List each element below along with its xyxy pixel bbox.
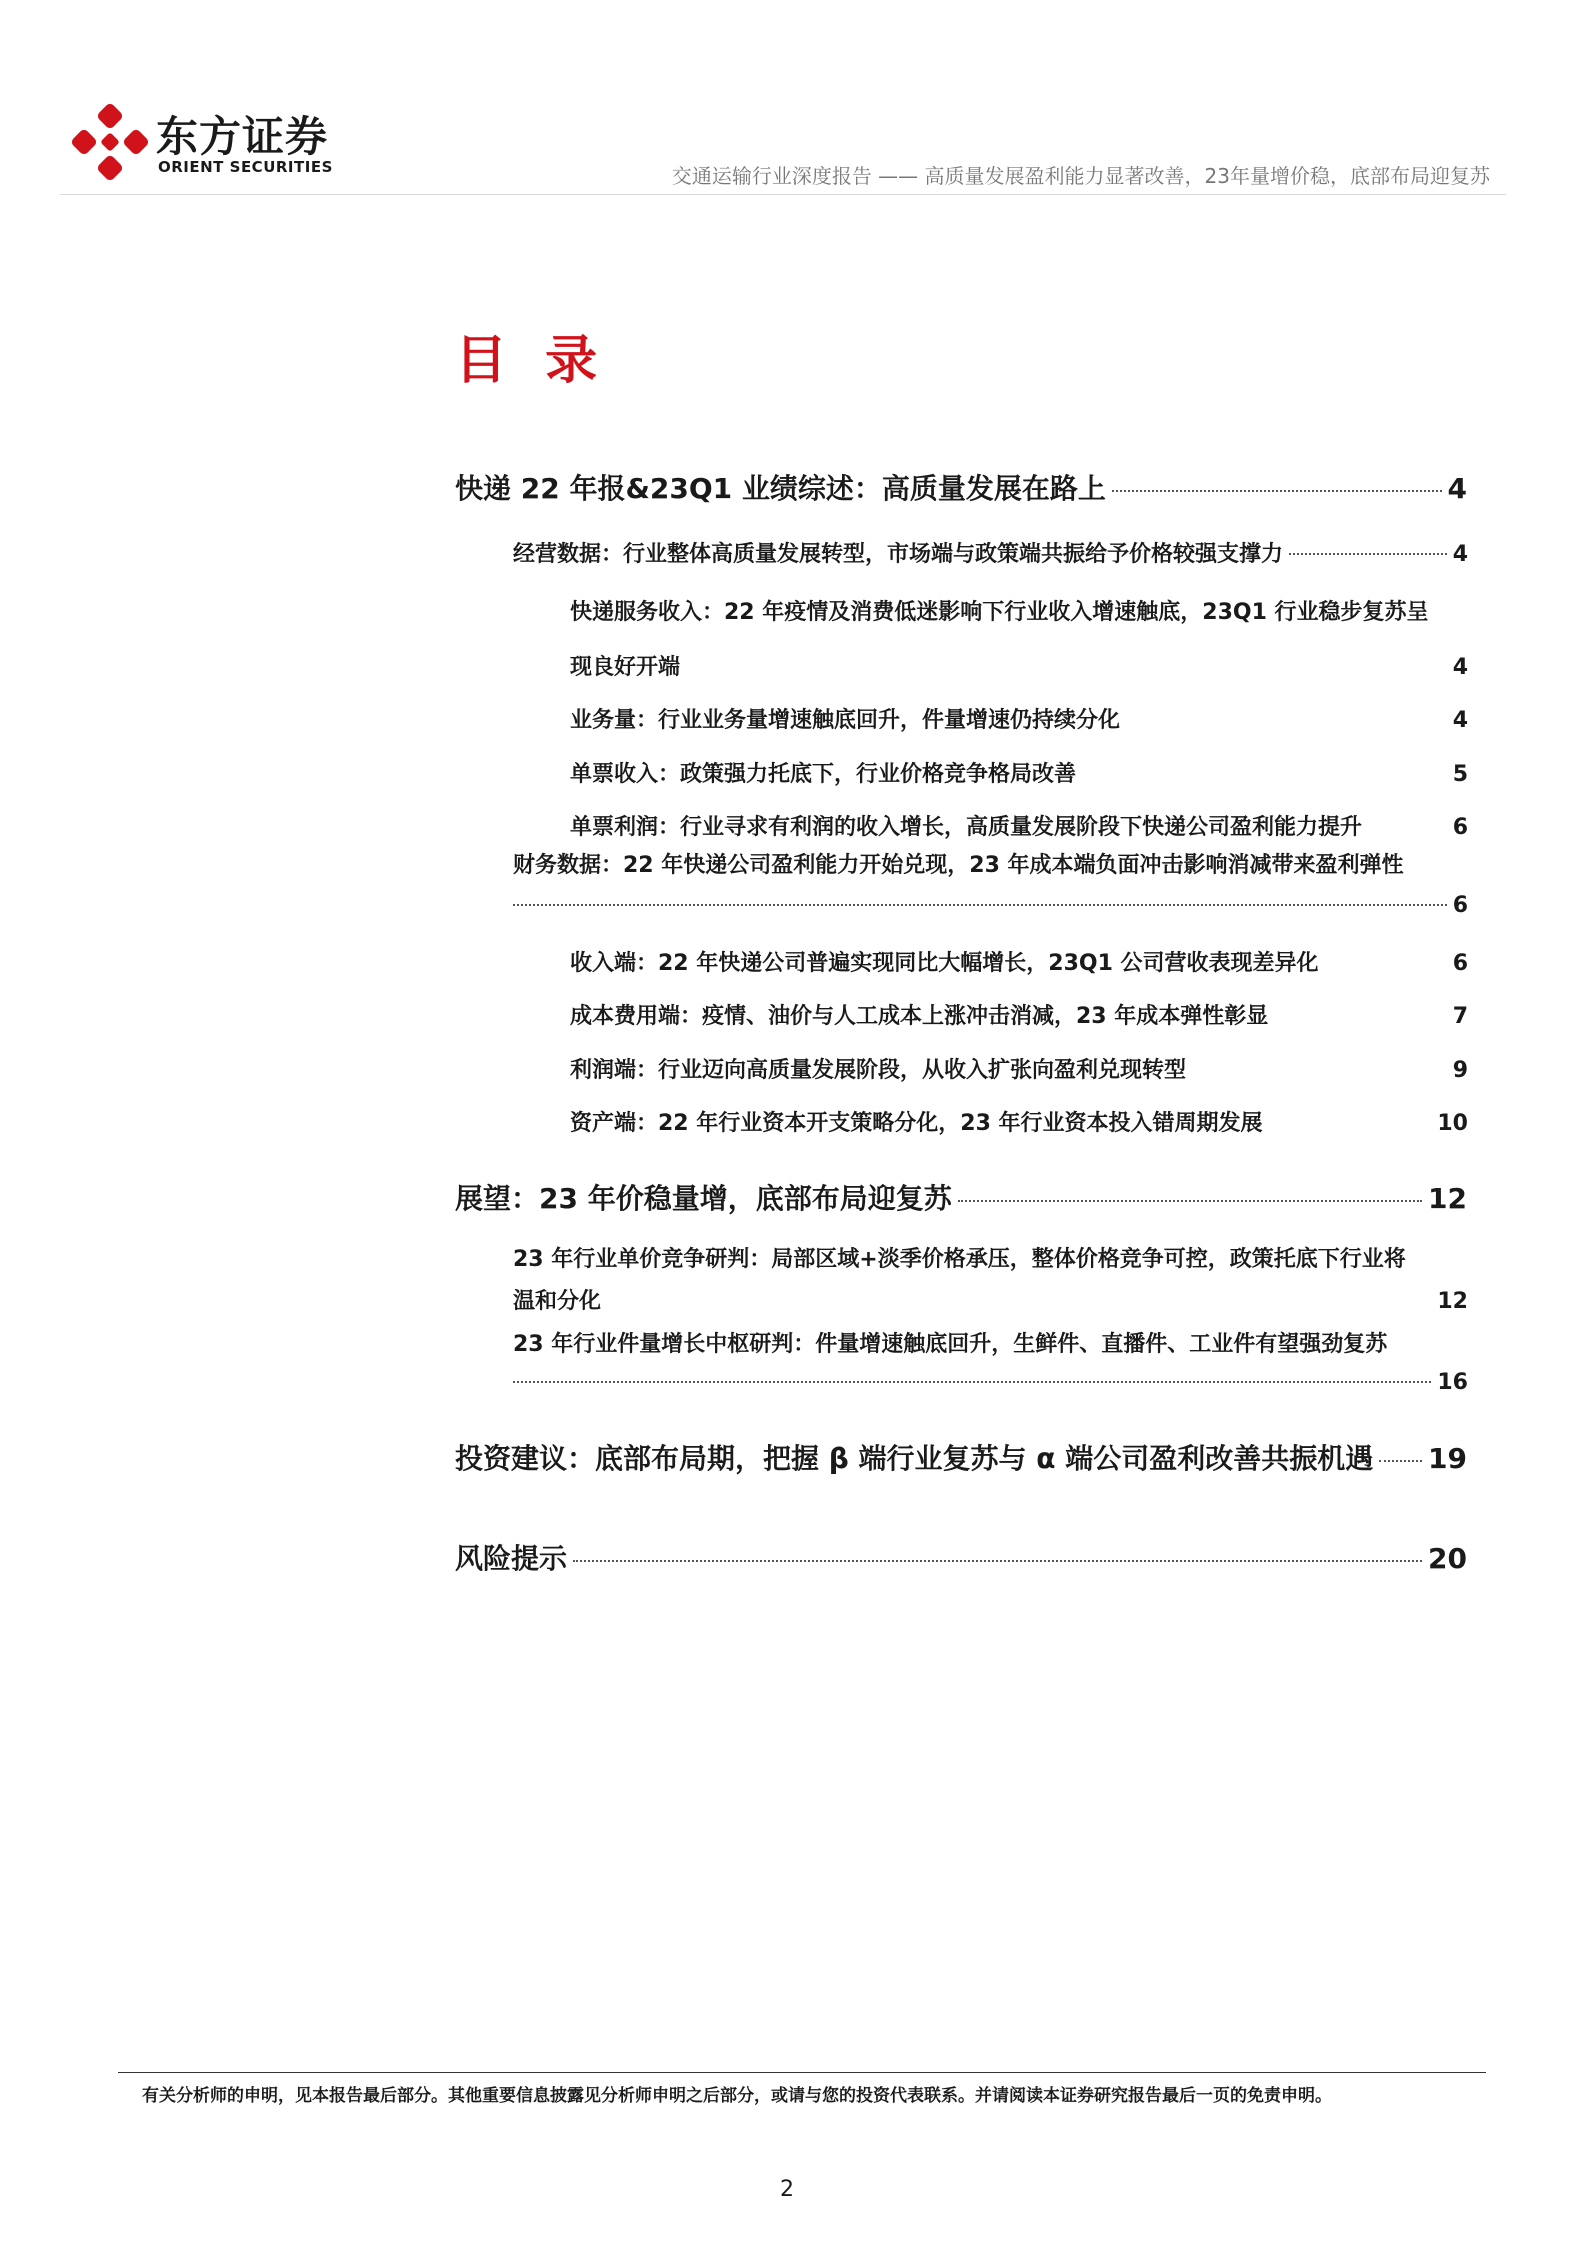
toc-entry-text[interactable]: 23 年行业单价竞争研判：局部区域+淡季价格承压，整体价格竞争可控，政策托底下行业将 bbox=[513, 1247, 1406, 1272]
toc-leader bbox=[513, 904, 1447, 906]
footer-disclaimer: 有关分析师的申明，见本报告最后部分。其他重要信息披露见分析师申明之后部分，或请与您的投资代表联系。并请阅读本证券研究报告最后一页的免责申明。 bbox=[142, 2086, 1332, 2106]
brand-name-cn: 东方证券 bbox=[156, 112, 329, 161]
toc-entry-text-cont: 现良好开端 bbox=[570, 655, 681, 680]
toc-entry[interactable] bbox=[455, 1177, 1467, 1217]
toc-entry-page: 4 bbox=[1452, 542, 1468, 567]
toc-leader bbox=[513, 1381, 1431, 1383]
toc-leader bbox=[573, 1560, 1422, 1562]
toc-entry-text: 业务量：行业业务量增速触底回升，件量增速仍持续分化 bbox=[570, 708, 1121, 733]
toc-leader bbox=[1289, 553, 1447, 555]
toc-entry[interactable] bbox=[513, 1284, 1468, 1315]
toc-entry-text[interactable]: 财务数据：22 年快递公司盈利能力开始兑现，23 年成本端负面冲击影响消减带来盈利弹性 bbox=[513, 853, 1404, 878]
toc-entry-page: 16 bbox=[1437, 1370, 1468, 1395]
toc-entry[interactable] bbox=[513, 1370, 1468, 1395]
toc-entry-text: 成本费用端：疫情、油价与人工成本上涨冲击消减，23 年成本弹性彰显 bbox=[570, 1004, 1269, 1029]
toc-leader bbox=[1379, 1460, 1422, 1462]
toc-entry-page: 12 bbox=[1428, 1182, 1467, 1215]
toc-entry-text: 经营数据：行业整体高质量发展转型，市场端与政策端共振给予价格较强支撑力 bbox=[513, 542, 1284, 567]
toc-entry[interactable] bbox=[570, 650, 1468, 681]
toc-entry[interactable] bbox=[570, 1106, 1468, 1137]
footer-divider bbox=[118, 2072, 1486, 2073]
toc-heading: 目 录 bbox=[455, 331, 608, 391]
page-number: 2 bbox=[780, 2177, 794, 2202]
toc-entry-page: 20 bbox=[1428, 1542, 1467, 1575]
toc-leader bbox=[1112, 490, 1442, 492]
toc-entry[interactable] bbox=[513, 537, 1468, 568]
toc-leader bbox=[958, 1200, 1422, 1202]
toc-entry-text: 利润端：行业迈向高质量发展阶段，从收入扩张向盈利兑现转型 bbox=[570, 1058, 1187, 1083]
toc-entry-text-cont: 温和分化 bbox=[513, 1289, 602, 1314]
toc-entry-text[interactable]: 23 年行业件量增长中枢研判：件量增速触底回升，生鲜件、直播件、工业件有望强劲复苏 bbox=[513, 1332, 1388, 1357]
toc-entry-page: 4 bbox=[1452, 655, 1468, 680]
toc-entry[interactable] bbox=[513, 893, 1468, 918]
toc-entry-page: 6 bbox=[1452, 951, 1468, 976]
brand-name-en: ORIENT SECURITIES bbox=[158, 158, 333, 176]
toc-entry-text: 资产端：22 年行业资本开支策略分化，23 年行业资本投入错周期发展 bbox=[570, 1111, 1263, 1136]
header-divider bbox=[60, 194, 1506, 195]
toc-entry[interactable] bbox=[570, 757, 1468, 788]
toc-entry-text: 单票利润：行业寻求有利润的收入增长，高质量发展阶段下快递公司盈利能力提升 bbox=[570, 815, 1363, 840]
toc-entry-page: 5 bbox=[1452, 762, 1468, 787]
toc-entry[interactable] bbox=[570, 999, 1468, 1030]
toc-entry-text: 收入端：22 年快递公司普遍实现同比大幅增长，23Q1 公司营收表现差异化 bbox=[570, 951, 1319, 976]
toc-entry-text[interactable]: 快递服务收入：22 年疫情及消费低迷影响下行业收入增速触底，23Q1 行业稳步复苏呈 bbox=[570, 600, 1429, 625]
toc-entry-page: 4 bbox=[1447, 472, 1467, 505]
toc-entry[interactable] bbox=[570, 1053, 1468, 1084]
toc-entry[interactable] bbox=[570, 810, 1468, 841]
toc-entry-text: 快递 22 年报&23Q1 业绩综述：高质量发展在路上 bbox=[455, 472, 1106, 505]
toc-entry-page: 4 bbox=[1452, 708, 1468, 733]
orient-securities-logo-icon bbox=[70, 104, 150, 184]
toc-entry-text: 单票收入：政策强力托底下，行业价格竞争格局改善 bbox=[570, 762, 1077, 787]
toc-entry-page: 6 bbox=[1452, 893, 1468, 918]
toc-entry[interactable] bbox=[570, 946, 1468, 977]
toc-entry-text: 风险提示 bbox=[455, 1542, 568, 1575]
report-title: 交通运输行业深度报告 —— 高质量发展盈利能力显著改善，23年量增价稳，底部布局迎复苏 bbox=[671, 164, 1490, 188]
toc-entry-page: 12 bbox=[1437, 1289, 1468, 1314]
toc-entry-text: 投资建议：底部布局期，把握 β 端行业复苏与 α 端公司盈利改善共振机遇 bbox=[455, 1442, 1374, 1475]
toc-entry-page: 6 bbox=[1452, 815, 1468, 840]
toc-entry-page: 9 bbox=[1452, 1058, 1468, 1083]
toc-entry-page: 7 bbox=[1452, 1004, 1468, 1029]
toc-entry[interactable] bbox=[570, 703, 1468, 734]
toc-entry-text: 展望：23 年价稳量增，底部布局迎复苏 bbox=[455, 1182, 952, 1215]
toc-entry[interactable] bbox=[455, 1437, 1467, 1477]
toc-entry-page: 10 bbox=[1437, 1111, 1468, 1136]
toc-entry[interactable] bbox=[455, 1537, 1467, 1577]
toc-entry[interactable] bbox=[455, 467, 1467, 507]
toc-entry-page: 19 bbox=[1428, 1442, 1467, 1475]
